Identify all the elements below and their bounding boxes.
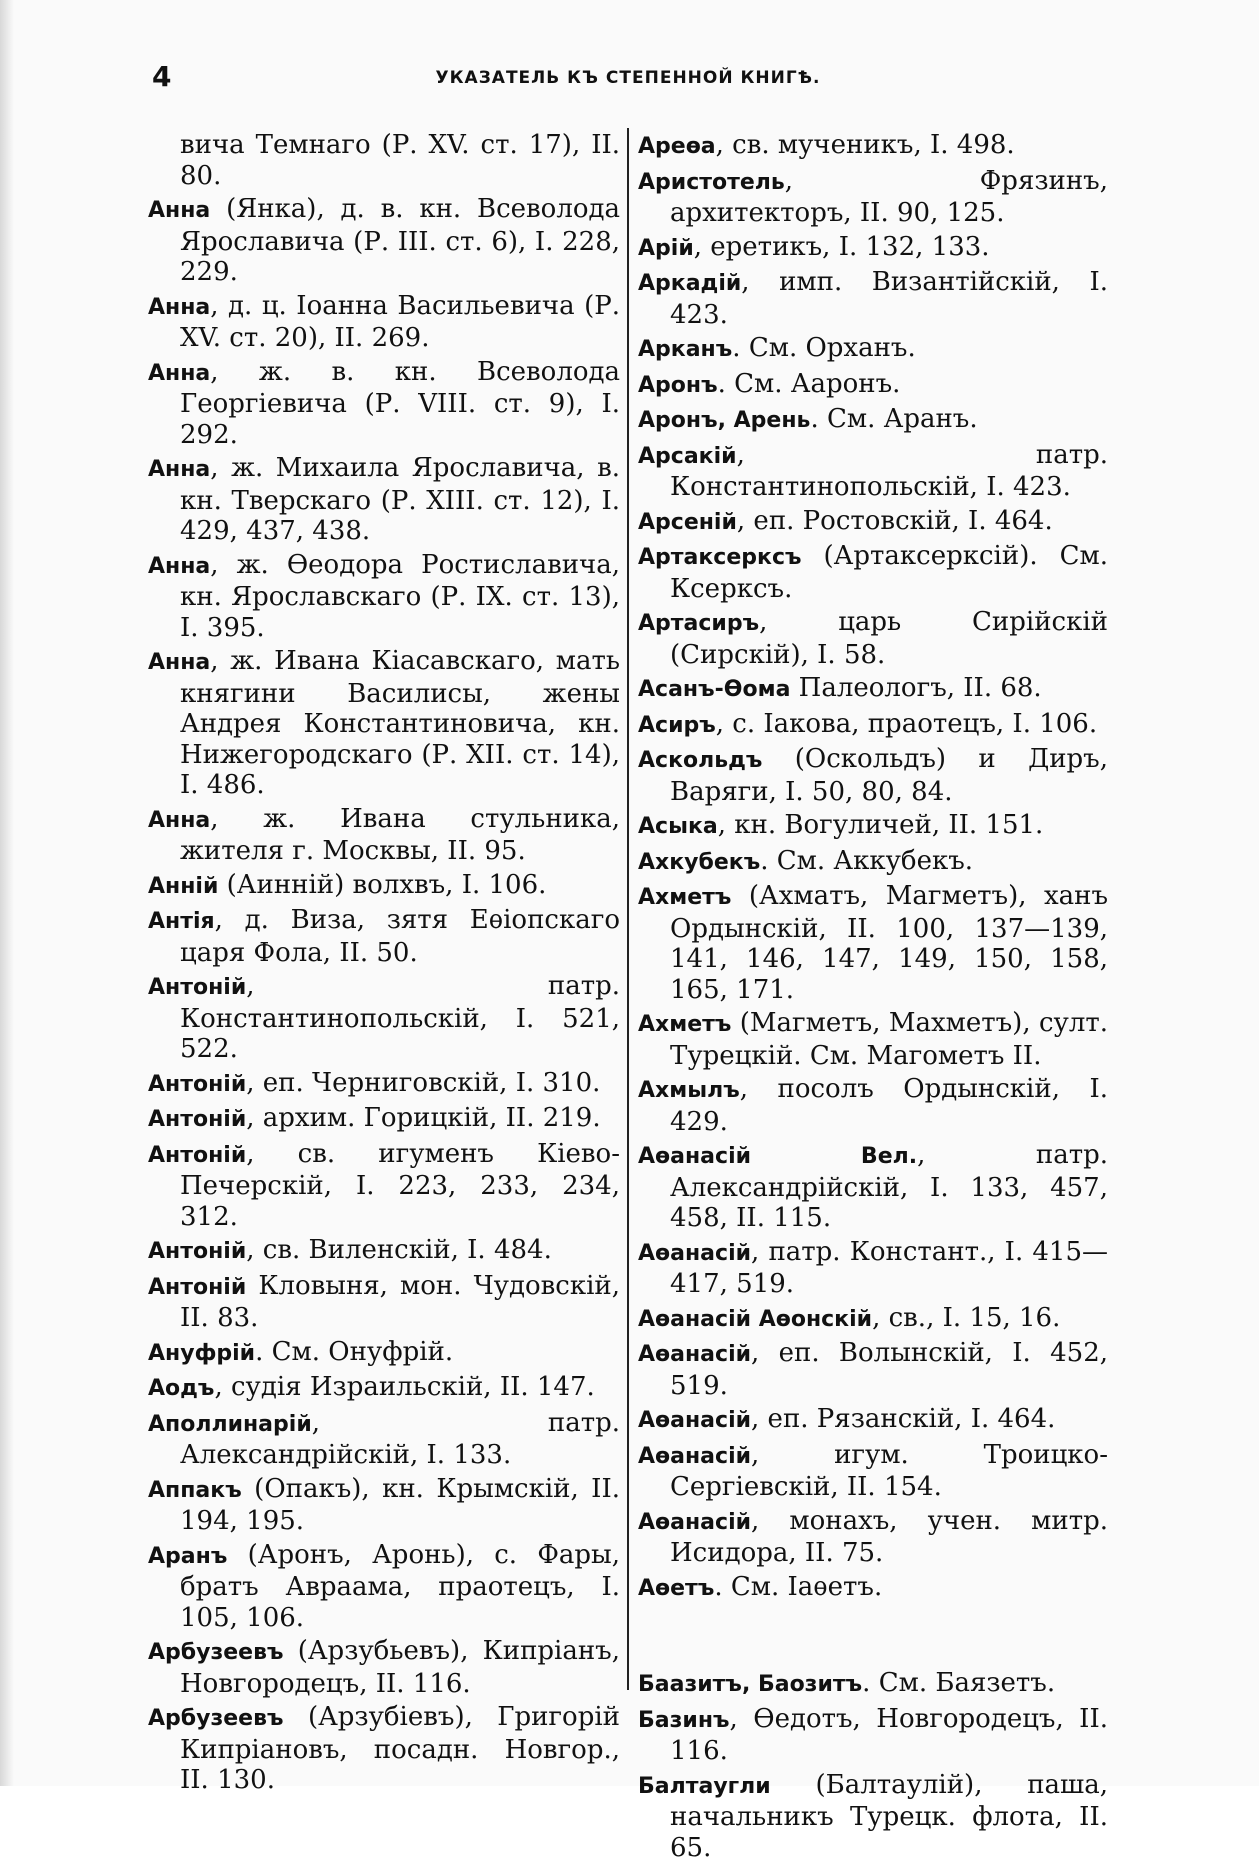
entry-text: Палеологъ, II. 68. <box>790 673 1041 703</box>
entry-headword: Аронъ, Арень <box>638 408 810 433</box>
index-entry <box>638 506 1108 539</box>
entry-text: , д. Виза, зятя Еѳіопскаго царя Фола, II. 50. <box>180 905 620 968</box>
index-entry <box>638 881 1108 1005</box>
entry-text: , Фрязинъ, архитекторъ, II. 90, 125. <box>670 166 1108 229</box>
index-entry <box>148 1408 620 1471</box>
index-entry <box>148 1702 620 1796</box>
entry-headword: Арсеній <box>638 510 737 535</box>
entry-text: (Магметъ, Махметъ), султ. Турецкій. См. Магометъ II. <box>670 1008 1108 1071</box>
index-entry <box>148 1636 620 1699</box>
entry-headword: Арбузеевъ <box>148 1640 284 1665</box>
entry-headword: Антоній <box>148 1072 246 1097</box>
index-entry <box>638 1704 1108 1767</box>
entry-text: . См. Аккубекъ. <box>760 846 973 876</box>
entry-headword: Аппакъ <box>148 1478 242 1503</box>
index-entry <box>638 1140 1108 1234</box>
entry-headword: Арканъ <box>638 337 732 362</box>
entry-text: , патр. Констант., I. 415—417, 519. <box>670 1237 1108 1300</box>
index-entry <box>638 607 1108 670</box>
entry-headword: Аѳанасій <box>638 1408 751 1433</box>
entry-text: , св. игуменъ Кіево-Печерскій, I. 223, 233, 234, 312. <box>180 1139 620 1232</box>
index-entry <box>638 1008 1108 1071</box>
entry-text: (Ахматъ, Магметъ), ханъ Ордынскій, II. 100, 137—139, 141, 146, 147, 149, 150, 158, 165, 171. <box>670 881 1108 1005</box>
entry-text: , еп. Черниговскій, I. 310. <box>246 1068 600 1098</box>
entry-headword: Аполлинарій <box>148 1412 312 1437</box>
entry-headword: Анна <box>148 295 210 320</box>
entry-text: . См. Аранъ. <box>810 404 977 434</box>
entry-text: , св., I. 15, 16. <box>872 1303 1060 1333</box>
running-title: УКАЗАТЕЛЬ КЪ СТЕПЕННОЙ КНИГѢ. <box>148 68 1108 88</box>
entry-text: . См. Ааронъ. <box>718 369 901 399</box>
entry-headword: Аронъ <box>638 373 718 398</box>
entry-text: (Оскольдъ) и Диръ, Варяги, I. 50, 80, 84. <box>670 744 1108 807</box>
index-entry <box>638 130 1108 163</box>
entry-headword: Антоній <box>148 1143 246 1168</box>
entry-headword: Асиръ <box>638 713 716 738</box>
index-entry <box>638 1074 1108 1137</box>
index-entry <box>148 1235 620 1268</box>
entry-headword: Аристотель <box>638 170 785 195</box>
entry-text: , патр. Константинопольскій, I. 423. <box>670 440 1108 503</box>
index-entry <box>148 291 620 354</box>
entry-text: , патр. Александрійскій, I. 133. <box>180 1408 620 1471</box>
index-entry <box>638 1303 1108 1336</box>
index-entry <box>148 1474 620 1537</box>
entry-headword: Базинъ <box>638 1708 730 1733</box>
entry-headword: Ахметъ <box>638 1012 731 1037</box>
entry-text: , игум. Троицко-Сергіевскій, II. 154. <box>670 1440 1108 1503</box>
entry-headword: Анна <box>148 457 210 482</box>
entry-headword: Арсакій <box>638 444 737 469</box>
entry-headword: Аскольдъ <box>638 748 762 773</box>
entry-text: , еп. Рязанскій, I. 464. <box>751 1404 1055 1434</box>
entry-text: , царь Сирійскій (Сирскій), I. 58. <box>670 607 1108 670</box>
entry-text: вича Темнаго (Р. XV. ст. 17), II. 80. <box>180 130 620 191</box>
entry-headword: Антія <box>148 909 215 934</box>
entry-headword: Аѳанасій <box>638 1510 751 1535</box>
entry-headword: Аѳанасій <box>638 1342 751 1367</box>
entry-headword: Анна <box>148 808 210 833</box>
entry-headword: Аранъ <box>148 1544 227 1569</box>
entry-headword: Антоній <box>148 1239 246 1264</box>
entry-headword: Анній <box>148 874 218 899</box>
entry-headword: Ареѳа <box>638 134 716 159</box>
index-entry <box>148 453 620 547</box>
index-entry <box>638 709 1108 742</box>
index-entry <box>148 1540 620 1634</box>
entry-text: , Ѳедотъ, Новгородецъ, II. 116. <box>670 1704 1108 1767</box>
index-entry <box>148 130 620 191</box>
entry-text: , патр. Александрійскій, I. 133, 457, 458, II. 115. <box>670 1140 1108 1233</box>
index-entry <box>638 1440 1108 1503</box>
entry-text: , еп. Ростовскій, I. 464. <box>737 506 1053 536</box>
entry-text: . См. Іаѳетъ. <box>714 1572 882 1602</box>
index-entry <box>148 870 620 903</box>
index-entry <box>638 440 1108 503</box>
index-entry <box>638 232 1108 265</box>
index-entry <box>148 1271 620 1334</box>
page-header <box>148 62 1108 102</box>
entry-headword: Асанъ-Ѳома <box>638 677 790 702</box>
entry-headword: Антоній <box>148 975 246 1000</box>
index-entry <box>148 1139 620 1233</box>
entry-headword: Ануфрій <box>148 1341 255 1366</box>
entry-headword: Арій <box>638 236 694 261</box>
entry-text: , монахъ, учен. митр. Исидора, II. 75. <box>670 1506 1108 1569</box>
index-entry <box>148 804 620 867</box>
entry-text: , ж. Михаила Ярославича, в. кн. Тверскаго (Р. XIII. ст. 12), I. 429, 437, 438. <box>180 453 620 546</box>
index-entry <box>638 369 1108 402</box>
index-entry <box>638 1404 1108 1437</box>
right-column <box>638 130 1108 1690</box>
index-entry <box>638 333 1108 366</box>
entry-text: , ж. в. кн. Всеволода Георгіевича (Р. VIII. ст. 9), I. 292. <box>180 357 620 450</box>
entry-headword: Баазитъ, Баозитъ <box>638 1672 862 1697</box>
index-entry <box>638 1770 1108 1863</box>
entry-text: Кловыня, мон. Чудовскій, II. 83. <box>180 1271 620 1334</box>
left-column <box>148 130 620 1690</box>
index-entry <box>148 1337 620 1370</box>
entry-text: (Арзубіевъ), Григорій Кипріановъ, посадн. Новгор., II. 130. <box>180 1702 620 1795</box>
entry-headword: Аодъ <box>148 1376 214 1401</box>
entry-text: , архим. Горицкій, II. 219. <box>246 1103 600 1133</box>
entry-headword: Ахмылъ <box>638 1078 740 1103</box>
index-entry <box>148 1068 620 1101</box>
entry-text: , кн. Вогуличей, II. 151. <box>718 810 1044 840</box>
entry-headword: Аѳанасій <box>638 1444 751 1469</box>
entry-headword: Аѳанасій <box>638 1241 751 1266</box>
entry-text: . См. Орханъ. <box>732 333 915 363</box>
index-entry <box>638 1668 1108 1701</box>
index-entry <box>148 646 620 801</box>
entry-text: , д. ц. Іоанна Васильевича (Р. XV. ст. 20), II. 269. <box>180 291 620 354</box>
entry-text: , еп. Волынскій, I. 452, 519. <box>670 1338 1108 1401</box>
entry-text: (Артаксерксій). См. Ксерксъ. <box>670 541 1108 604</box>
index-entry <box>638 1237 1108 1300</box>
index-entry <box>148 1372 620 1405</box>
index-entry <box>638 846 1108 879</box>
entry-text: , посолъ Ордынскій, I. 429. <box>670 1074 1108 1137</box>
index-entry <box>638 404 1108 437</box>
entry-headword: Анна <box>148 650 210 675</box>
entry-text: . См. Онуфрій. <box>255 1337 453 1367</box>
entry-headword: Ахкубекъ <box>638 850 760 875</box>
entry-headword: Аѳанасій Вел. <box>638 1144 917 1169</box>
entry-text: , ж. Ивана Кіасавскаго, мать княгини Василисы, жены Андрея Константиновича, кн. Нижегородскаго (Р. XII. ст. 14), I. 486. <box>180 646 620 800</box>
index-entry <box>638 744 1108 807</box>
entry-headword: Аѳанасій Аѳонскій <box>638 1307 872 1332</box>
entry-text: (Аинній) волхвъ, I. 106. <box>218 870 546 900</box>
index-entry <box>148 905 620 968</box>
entry-headword: Аѳетъ <box>638 1576 714 1601</box>
entry-text: , св. Виленскій, I. 484. <box>246 1235 552 1265</box>
column-divider <box>627 128 629 1690</box>
index-entry <box>638 810 1108 843</box>
index-entry <box>638 673 1108 706</box>
entry-text: , ж. Ивана стульника, жителя г. Москвы, II. 95. <box>180 804 620 867</box>
entry-text: , судія Израильскій, II. 147. <box>214 1372 594 1402</box>
entry-text: (Аронъ, Аронь), с. Фары, братъ Авраама, праотецъ, I. 105, 106. <box>180 1540 620 1633</box>
entry-text: (Балтаулій), паша, начальникъ Турецк. флота, II. 65. <box>670 1770 1108 1863</box>
index-entry <box>148 1103 620 1136</box>
entry-text: , еретикъ, I. 132, 133. <box>694 232 990 262</box>
entry-headword: Ахметъ <box>638 885 731 910</box>
entry-text: , ж. Өеодора Ростиславича, кн. Ярославскаго (Р. IX. ст. 13), I. 395. <box>180 550 620 643</box>
entry-headword: Анна <box>148 361 210 386</box>
entry-headword: Анна <box>148 198 210 223</box>
entry-headword: Аркадій <box>638 271 741 296</box>
entry-headword: Антоній <box>148 1275 246 1300</box>
entry-text: , патр. Константинопольскій, I. 521, 522. <box>180 971 620 1064</box>
entry-headword: Арбузеевъ <box>148 1706 284 1731</box>
entry-text: (Опакъ), кн. Крымскій, II. 194, 195. <box>180 1474 620 1537</box>
index-entry <box>638 166 1108 229</box>
entry-text: . См. Баязетъ. <box>862 1668 1055 1698</box>
entry-headword: Асыка <box>638 814 718 839</box>
entry-text: (Янка), д. в. кн. Всеволода Ярославича (Р. III. ст. 6), I. 228, 229. <box>180 194 620 287</box>
index-entry <box>148 194 620 288</box>
page-number: 4 <box>152 60 171 93</box>
index-entry <box>638 1506 1108 1569</box>
index-entry <box>638 1338 1108 1401</box>
index-entry <box>148 971 620 1065</box>
entry-text: , с. Іакова, праотецъ, I. 106. <box>716 709 1097 739</box>
entry-headword: Антоній <box>148 1107 246 1132</box>
index-entry <box>638 1572 1108 1605</box>
entry-headword: Артаксерксъ <box>638 545 802 570</box>
entry-text: , св. мученикъ, I. 498. <box>716 130 1015 160</box>
entry-text: , имп. Византійскій, I. 423. <box>670 267 1108 330</box>
index-entry <box>638 267 1108 330</box>
index-entry <box>638 541 1108 604</box>
entry-headword: Артасиръ <box>638 611 759 636</box>
entry-headword: Анна <box>148 554 210 579</box>
entry-headword: Балтаугли <box>638 1774 771 1799</box>
entry-text: (Арзубьевъ), Кипріанъ, Новгородецъ, II. 116. <box>180 1636 620 1699</box>
index-entry <box>148 550 620 644</box>
index-entry <box>148 357 620 451</box>
